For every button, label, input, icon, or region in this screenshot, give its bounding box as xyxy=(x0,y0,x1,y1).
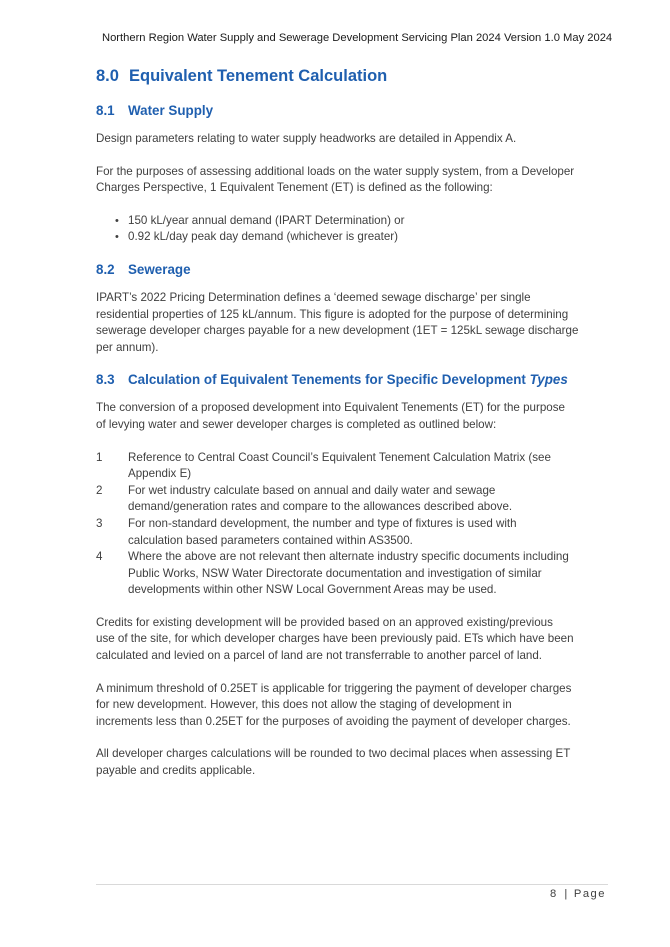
numbered-list-item: 3 For non-standard development, the number and type of fixtures is used with calculation based parameters contained within AS3500. xyxy=(96,516,517,547)
list-item: • 150 kL/year annual demand (IPART Determination) or xyxy=(96,213,608,230)
bullet-icon: • xyxy=(115,231,119,244)
paragraph: Design parameters relating to water supply headworks are detailed in Appendix A. xyxy=(96,132,517,145)
list-item: • 0.92 kL/day peak day demand (whichever is greater) xyxy=(96,229,608,246)
running-header: Northern Region Water Supply and Sewerage Development Servicing Plan 2024 Version 1.0 May 2024 xyxy=(102,32,613,44)
numbered-list xyxy=(96,450,608,599)
page-number: 8 xyxy=(550,888,558,900)
subsection-number: 8.2 xyxy=(96,261,115,277)
subsection-number: 8.3 xyxy=(96,372,115,388)
paragraph: The conversion of a proposed development into Equivalent Tenements (ET) for the purpose of levying water and sewer developer charges is completed as outlined below: xyxy=(96,401,565,431)
bullet-list xyxy=(96,213,608,246)
section-title: Equivalent Tenement Calculation xyxy=(129,67,388,85)
subsection-title: Water Supply xyxy=(128,103,214,118)
footer-separator: | xyxy=(564,888,568,900)
paragraph-rounding: All developer charges calculations will be rounded to two decimal places when assessing ET payable and credits applicable. xyxy=(96,747,571,778)
item-number: 3 xyxy=(96,516,103,530)
paragraph: For the purposes of assessing additional loads on the water supply system, from a Developer Charges Perspective, 1 Equivalent Tenement (ET) is defined as the following: xyxy=(96,164,575,195)
subsection-title-italic: Types xyxy=(529,372,568,388)
footer-divider xyxy=(96,884,608,885)
subsection-heading-water-supply xyxy=(96,100,608,122)
subsection-title: Calculation of Equivalent Tenements for Specific Development xyxy=(128,372,526,388)
item-number: 2 xyxy=(96,483,103,497)
page-word: Page xyxy=(573,888,606,900)
subsection-number: 8.1 xyxy=(96,103,115,118)
bullet-icon: • xyxy=(115,214,119,227)
item-number: 4 xyxy=(96,550,103,564)
paragraph-credits: Credits for existing development will be provided based on an approved existing/previous use of the site, for which developer charges have been previously paid. ETs which have been calculated and levied on a parcel of land are not transferrable to another parcel of land. xyxy=(96,615,574,663)
page-footer xyxy=(550,888,606,900)
paragraph-threshold: A minimum threshold of 0.25ET is applicable for triggering the payment of developer charges for new development. However, this does not allow the staging of development in increments less than 0.25ET for the purposes of avoiding the payment of developer charges. xyxy=(96,681,572,728)
subsection-title: Sewerage xyxy=(128,261,191,277)
numbered-list-item: 2 For wet industry calculate based on annual and daily water and sewage demand/generation rates and compare to the allowances described above. xyxy=(96,483,513,514)
paragraph: IPART’s 2022 Pricing Determination defines a ‘deemed sewage discharge’ per single residential properties of 125 kL/annum. This figure is adopted for the purpose of determining sewerage developer charges payable for a new development (1ET = 125kL sewage discharge per annum). xyxy=(96,290,579,354)
section-number: 8.0 xyxy=(96,67,119,85)
item-number: 1 xyxy=(96,450,103,464)
page-content xyxy=(96,64,608,780)
numbered-list-item: 1 Reference to Central Coast Council’s Equivalent Tenement Calculation Matrix (see Appendix E) xyxy=(96,450,551,481)
subsection-heading-calculation xyxy=(96,369,608,391)
numbered-list-item: 4 Where the above are not relevant then alternate industry specific documents including Public Works, NSW Water Directorate documentation and investigation of similar developments within other NSW Local Government Areas may be used. xyxy=(96,550,569,597)
section-heading xyxy=(96,64,608,88)
subsection-heading-sewerage xyxy=(96,259,608,281)
